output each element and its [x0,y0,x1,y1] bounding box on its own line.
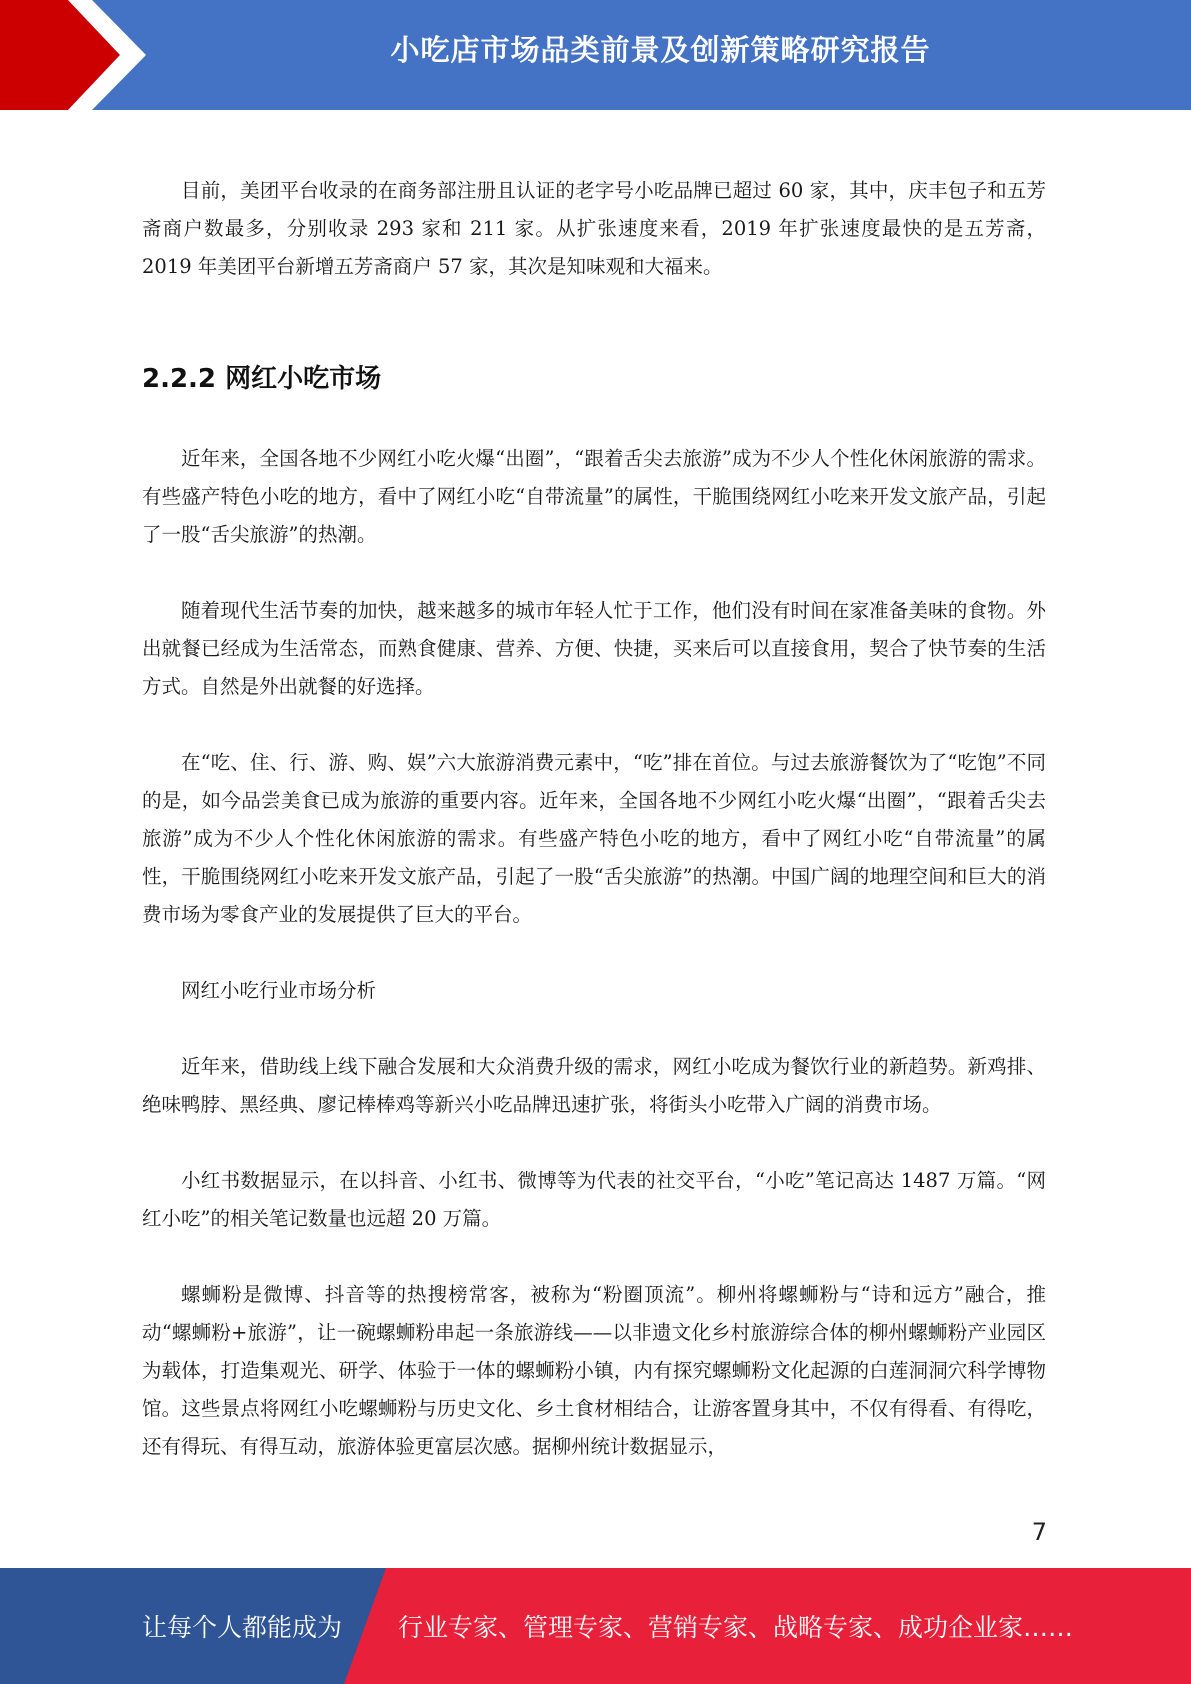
subheading-paragraph: 网红小吃行业市场分析 [181,979,377,1002]
intro-section [142,172,1046,286]
page-number: 7 [1031,1518,1047,1546]
page-header [0,0,1191,110]
paragraph-5: 小红书数据显示，在以抖音、小红书、微博等为代表的社交平台，“小吃”笔记高达 1487 万篇。“网红小吃”的相关笔记数量也远超 20 万篇。 [142,1169,1046,1230]
red-arrow-logo-icon [0,0,160,110]
paragraph-2: 随着现代生活节奏的加快，越来越多的城市年轻人忙于工作，他们没有时间在家准备美味的食物。外出就餐已经成为生活常态，而熟食健康、营养、方便、快捷，买来后可以直接食用，契合了快节奏的生活方式。自然是外出就餐的好选择。 [142,599,1046,698]
section-body [142,440,1046,1466]
footer-slogan-right: 行业专家、管理专家、营销专家、战略专家、成功企业家…… [398,1613,1074,1642]
paragraph-4: 近年来，借助线上线下融合发展和大众消费升级的需求，网红小吃成为餐饮行业的新趋势。新鸡排、绝味鸭脖、黑经典、廖记棒棒鸡等新兴小吃品牌迅速扩张，将街头小吃带入广阔的消费市场。 [142,1055,1046,1116]
paragraph-1: 近年来，全国各地不少网红小吃火爆“出圈”，“跟着舌尖去旅游”成为不少人个性化休闲旅游的需求。有些盛产特色小吃的地方，看中了网红小吃“自带流量”的属性，干脆围绕网红小吃来开发文旅产品，引起了一股“舌尖旅游”的热潮。 [142,447,1046,546]
footer-slogan-left: 让每个人都能成为 [142,1613,343,1642]
report-title: 小吃店市场品类前景及创新策略研究报告 [390,33,931,67]
section-heading: 2.2.2 网红小吃市场 [142,364,382,394]
paragraph-3: 在“吃、住、行、游、购、娱”六大旅游消费元素中，“吃”排在首位。与过去旅游餐饮为了“吃饱”不同的是，如今品尝美食已成为旅游的重要内容。近年来，全国各地不少网红小吃火爆“出圈”，“跟着舌尖去旅游”成为不少人个性化休闲旅游的需求。有些盛产特色小吃的地方，看中了网红小吃“自带流量”的属性，干脆围绕网红小吃来开发文旅产品，引起了一股“舌尖旅游”的热潮。中国广阔的地理空间和巨大的消费市场为零食产业的发展提供了巨大的平台。 [142,751,1046,926]
paragraph-6: 螺蛳粉是微博、抖音等的热搜榜常客，被称为“粉圈顶流”。柳州将螺蛳粉与“诗和远方”融合，推动“螺蛳粉+旅游”，让一碗螺蛳粉串起一条旅游线——以非遗文化乡村旅游综合体的柳州螺蛳粉产业园区为载体，打造集观光、研学、体验于一体的螺蛳粉小镇，内有探究螺蛳粉文化起源的白莲洞洞穴科学博物馆。这些景点将网红小吃螺蛳粉与历史文化、乡土食材相结合，让游客置身其中，不仅有得看、有得吃，还有得玩、有得互动，旅游体验更富层次感。据柳州统计数据显示， [142,1283,1046,1458]
page-footer [0,1568,1191,1684]
intro-paragraph: 目前，美团平台收录的在商务部注册且认证的老字号小吃品牌已超过 60 家，其中，庆丰包子和五芳斋商户数最多，分别收录 293 家和 211 家。从扩张速度来看，2019 年扩张速度最快的是五芳斋，2019 年美团平台新增五芳斋商户 57 家，其次是知味观和大福来。 [142,179,1046,278]
